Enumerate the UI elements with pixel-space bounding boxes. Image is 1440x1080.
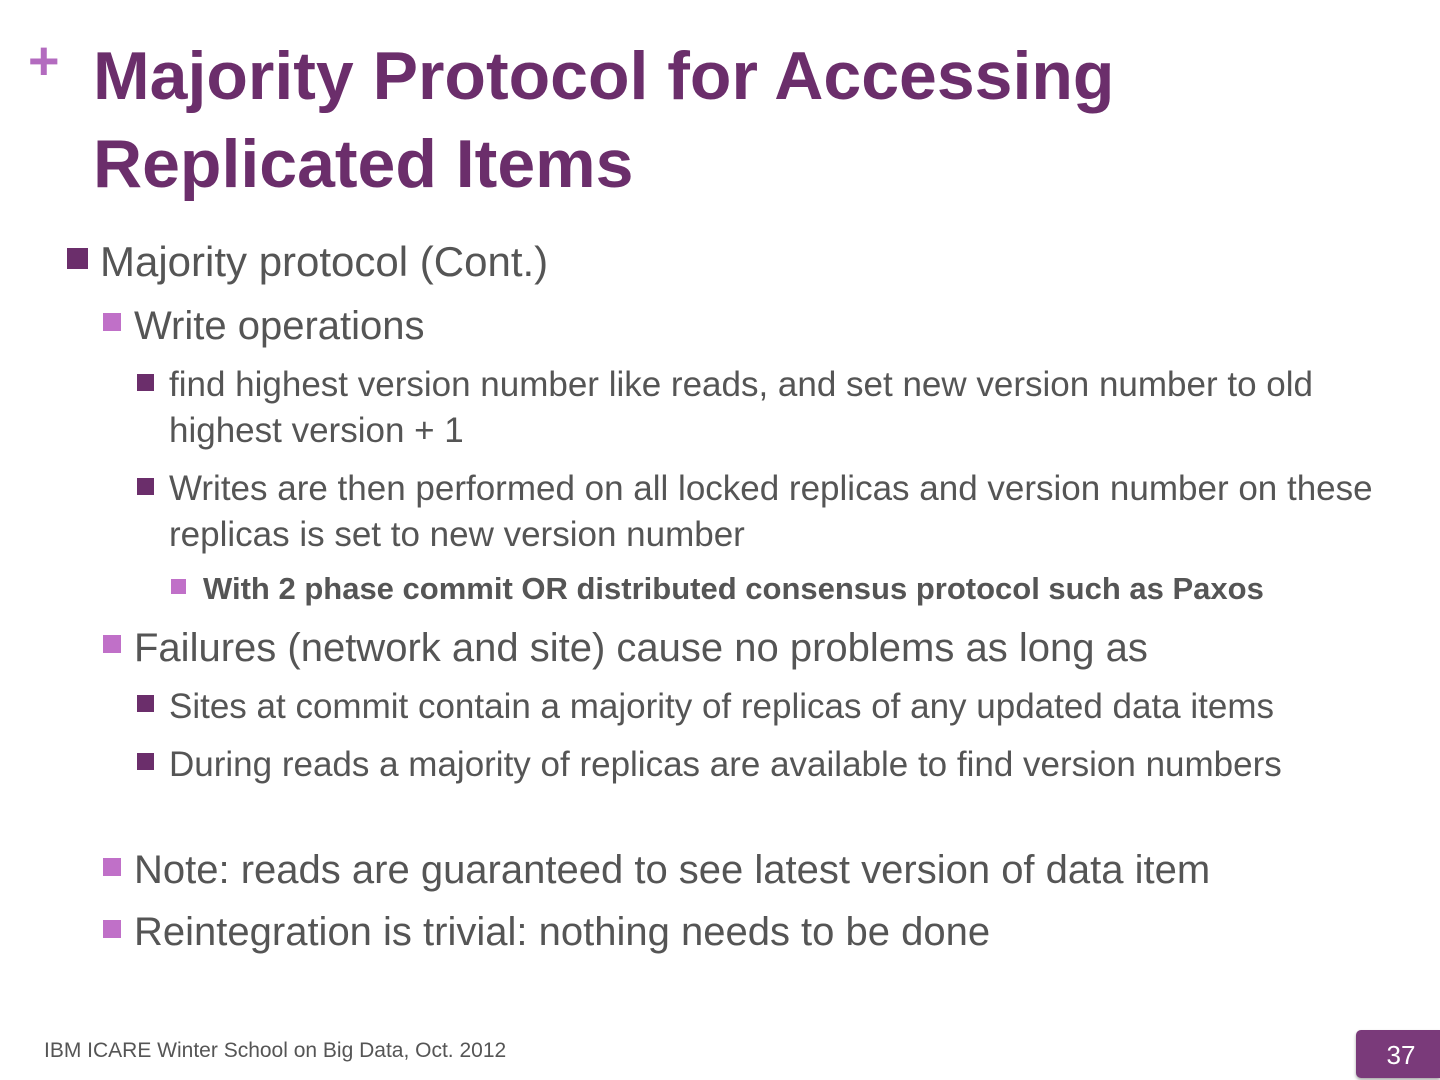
bullet-during-reads: During reads a majority of replicas are available to find version numbers [169,745,1282,784]
bullet-square-icon [67,248,88,269]
bullet-note-reads: Note: reads are guaranteed to see latest version of data item [134,848,1211,892]
bullet-square-icon [103,920,121,938]
bullet-square-icon [137,374,154,391]
bullet-writes-performed: Writes are then performed on all locked replicas and version number on these replicas is set to new version number [169,469,1373,554]
bullet-square-icon [171,579,186,594]
slide-title: Majority Protocol for Accessing Replicated Items [93,38,1115,202]
bullet-majority-protocol: Majority protocol (Cont.) [100,238,549,285]
bullet-square-icon [103,313,121,331]
bullet-square-icon [103,858,121,876]
bullet-failures: Failures (network and site) cause no problems as long as [134,626,1148,670]
footer-text: IBM ICARE Winter School on Big Data, Oct. 2012 [44,1039,507,1062]
bullet-square-icon [137,753,154,770]
bullet-write-operations: Write operations [134,304,425,348]
bullet-two-phase-commit: With 2 phase commit OR distributed consensus protocol such as Paxos [203,571,1264,606]
bullet-square-icon [137,695,154,712]
bullet-find-highest-version: find highest version number like reads, and set new version number to old highest version + 1 [169,365,1313,450]
plus-icon: + [28,31,60,91]
bullet-reintegration: Reintegration is trivial: nothing needs to be done [134,910,991,954]
bullet-square-icon [103,635,121,653]
page-number-badge: 37 [1356,1030,1440,1078]
bullet-sites-at-commit: Sites at commit contain a majority of replicas of any updated data items [169,687,1274,726]
bullet-square-icon [137,478,154,495]
